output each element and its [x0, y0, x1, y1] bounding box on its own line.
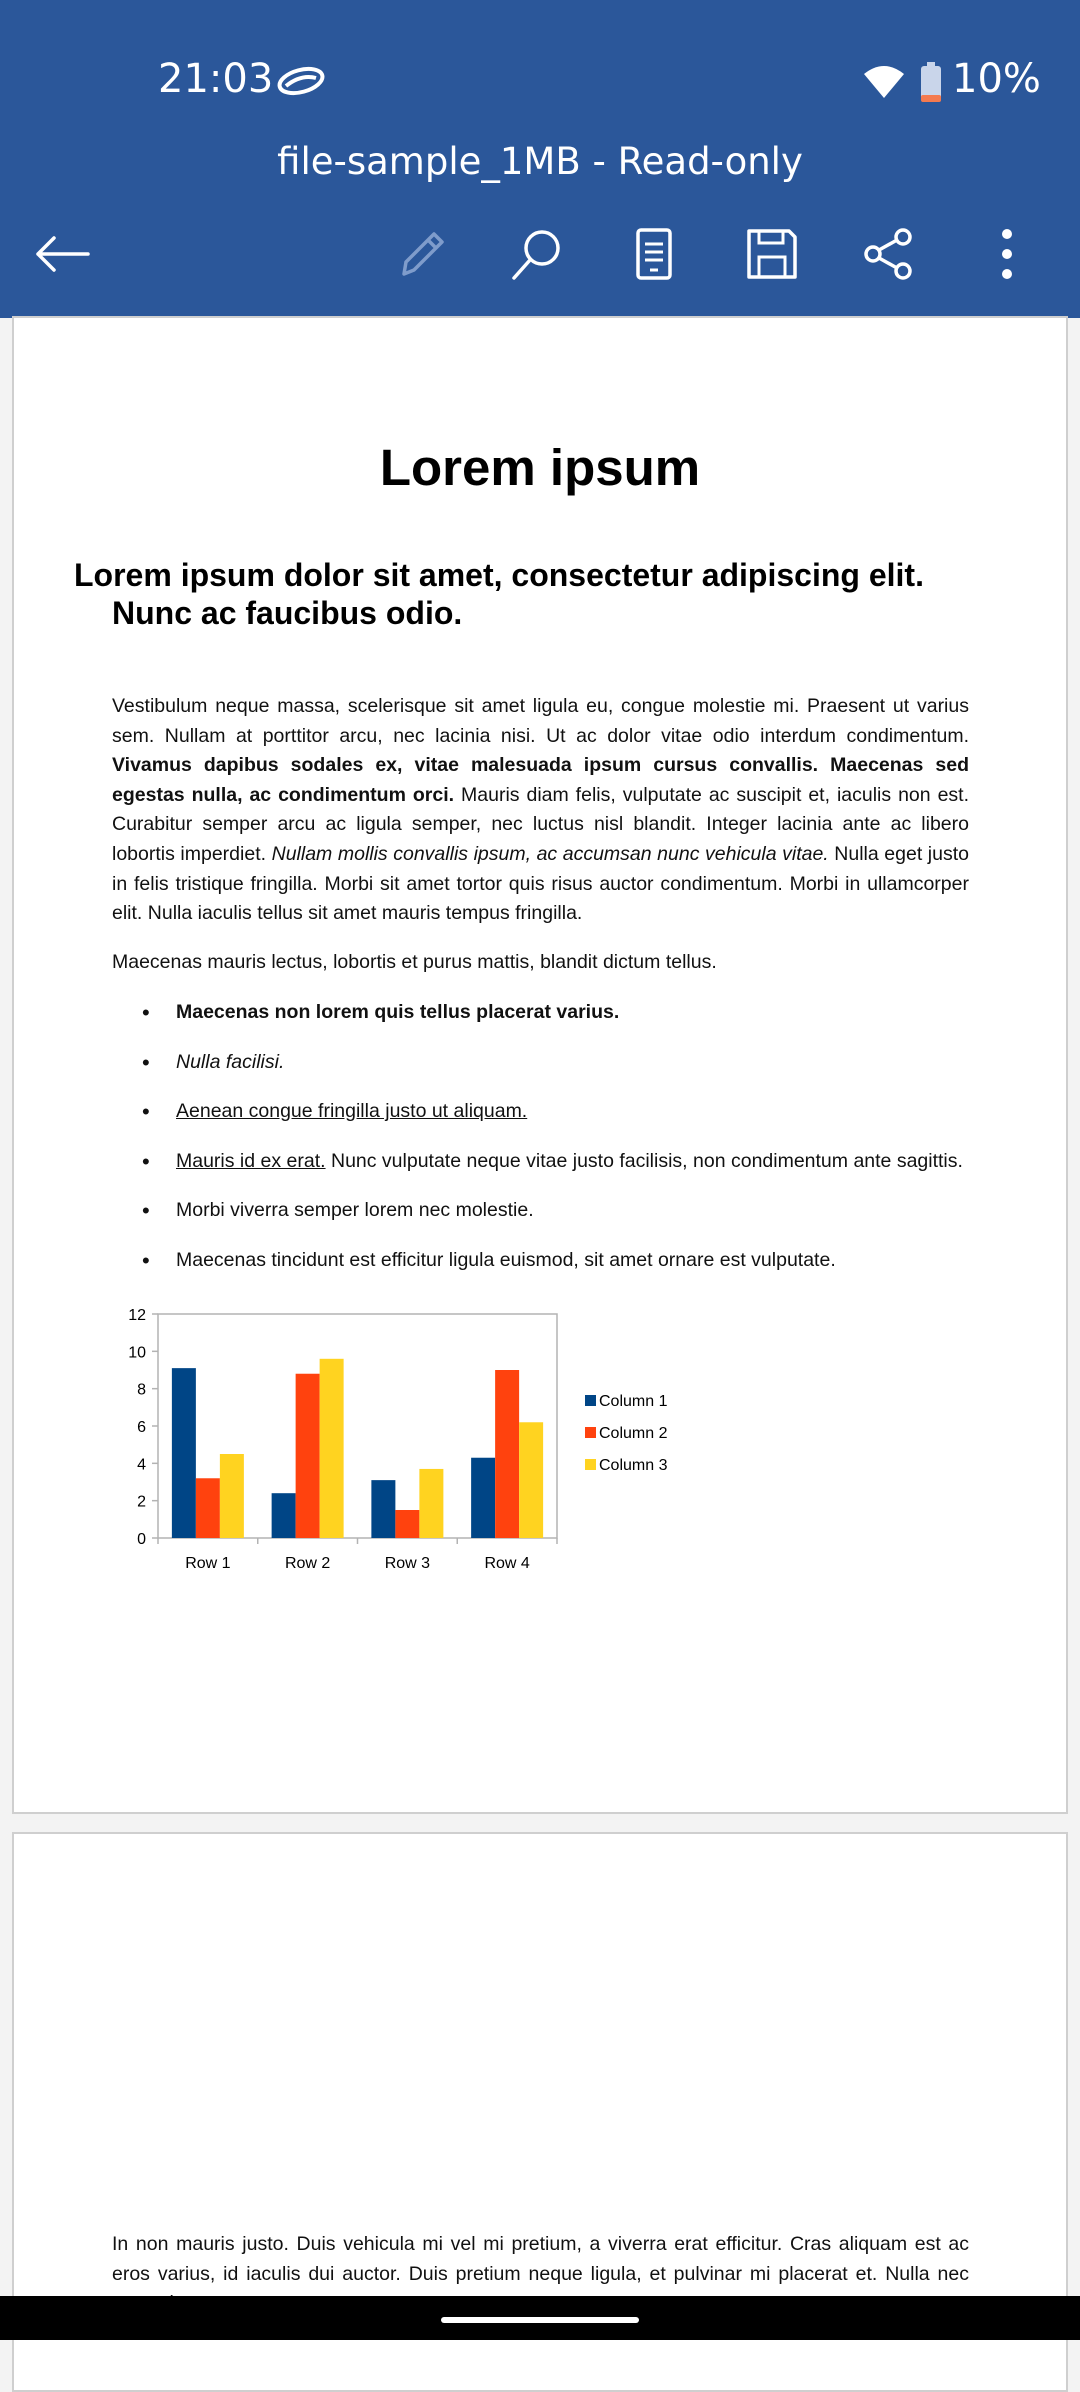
bold-text-run: Maecenas non lorem quis tellus placerat varius.	[176, 1001, 620, 1023]
reading-view-icon[interactable]	[622, 222, 686, 286]
y-tick-label: 12	[128, 1307, 146, 1324]
pencil-icon[interactable]	[390, 222, 454, 286]
text-run: Vestibulum neque massa, scelerisque sit amet ligula eu, congue molestie mi. Praesent ut varius sem. Nullam at porttitor arcu, nec lacinia nisi. Ut ac dolor vitae odio interdum condimentum.	[112, 695, 969, 747]
bar	[371, 1480, 395, 1538]
list-item	[112, 1048, 1012, 1098]
y-tick-label: 4	[137, 1456, 146, 1474]
bar	[320, 1359, 344, 1538]
app-bar	[0, 0, 1080, 318]
text-run: Maecenas tincidunt est efficitur ligula euismod, sit amet ornare est vulputate.	[176, 1248, 836, 1271]
text-run: Nulla eget justo in felis tristique fringilla. Morbi sit amet tortor quis risus auctor condimentum. Morbi in ullamcorper elit. Nulla iaculis tellus sit amet mauris tempus fringilla.	[112, 842, 969, 925]
bar-chart	[100, 1300, 720, 1590]
list-item	[112, 1147, 1012, 1197]
list-item	[112, 1246, 1012, 1296]
body-paragraph-2: Maecenas mauris lectus, lobortis et purus mattis, blandit dictum tellus.	[112, 951, 717, 973]
more-vert-icon[interactable]	[975, 222, 1039, 286]
back-arrow-icon[interactable]	[30, 222, 94, 286]
bar	[419, 1469, 443, 1538]
share-icon[interactable]	[856, 222, 920, 286]
text-run: Nunc vulputate neque vitae justo facilisis, non condimentum ante sagittis.	[325, 1149, 963, 1172]
y-tick-label: 10	[128, 1344, 146, 1362]
bar	[495, 1370, 519, 1538]
bar	[272, 1493, 296, 1538]
document-title: file-sample_1MB - Read-only	[277, 140, 803, 183]
text-run: Mauris diam felis, vulputate ac suscipit et, iaculis non est. Curabitur semper arcu ac ligula semper, nec luctus nisl blandit. Integer lacinia ante ac libero lobortis imperdiet.	[112, 783, 970, 865]
body-paragraph-1	[112, 692, 969, 929]
bold-text-run: Vivamus dapibus sodales ex, vitae malesuada ipsum cursus convallis. Maecenas sed egestas nulla, ac condimentum orci.	[112, 754, 969, 806]
list-item	[112, 1097, 1012, 1147]
bar	[395, 1510, 419, 1538]
search-icon[interactable]	[506, 222, 570, 286]
document-subheading: Lorem ipsum dolor sit amet, consectetur adipiscing elit. Nunc ac faucibus odio.	[74, 557, 924, 631]
y-tick-label: 6	[137, 1419, 146, 1436]
legend-label: Column 1	[599, 1393, 668, 1410]
status-time: 21:03	[158, 56, 274, 102]
bar	[519, 1422, 543, 1538]
list-item	[112, 998, 1012, 1048]
legend-swatch	[585, 1427, 596, 1438]
x-tick-label: Row 1	[185, 1555, 231, 1572]
y-tick-label: 8	[137, 1381, 146, 1399]
italic-text-run: Nullam mollis convallis ipsum, ac accumsan nunc vehicula vitae.	[271, 842, 829, 865]
legend-swatch	[585, 1395, 596, 1406]
italic-text-run: Nulla facilisi.	[176, 1050, 285, 1073]
underlined-text-run: Mauris id ex erat.	[176, 1149, 326, 1172]
x-tick-label: Row 4	[484, 1555, 530, 1572]
legend-label: Column 3	[599, 1457, 668, 1474]
bullet-list	[112, 998, 1012, 1295]
list-item	[112, 1196, 1012, 1246]
y-tick-label: 2	[137, 1493, 146, 1511]
bar	[196, 1478, 220, 1538]
battery-icon	[920, 62, 942, 107]
legend-label: Column 2	[599, 1425, 668, 1442]
bar	[220, 1454, 244, 1538]
cloud-icon	[276, 66, 326, 101]
battery-percent: 10%	[952, 56, 1041, 102]
bar	[471, 1458, 495, 1538]
legend-swatch	[585, 1459, 596, 1470]
bar	[172, 1368, 196, 1538]
document-heading: Lorem ipsum	[379, 439, 701, 496]
x-tick-label: Row 3	[384, 1555, 431, 1572]
y-tick-label: 0	[137, 1531, 146, 1548]
underlined-text-run: Aenean congue fringilla justo ut aliquam.	[176, 1100, 528, 1122]
x-tick-label: Row 2	[284, 1555, 331, 1572]
wifi-icon	[862, 64, 906, 105]
body-paragraph-3: In non mauris justo. Duis vehicula mi vel mi pretium, a viverra erat efficitur. Cras aliquam est ac eros varius, id iaculis dui auctor. Duis pretium neque ligula, et pulvinar mi placerat et. Nulla nec	[112, 2233, 969, 2285]
save-icon[interactable]	[740, 222, 804, 286]
text-run: Morbi viverra semper lorem nec molestie.	[176, 1199, 534, 1221]
home-gesture-pill[interactable]	[441, 2317, 639, 2323]
bar	[296, 1374, 320, 1538]
